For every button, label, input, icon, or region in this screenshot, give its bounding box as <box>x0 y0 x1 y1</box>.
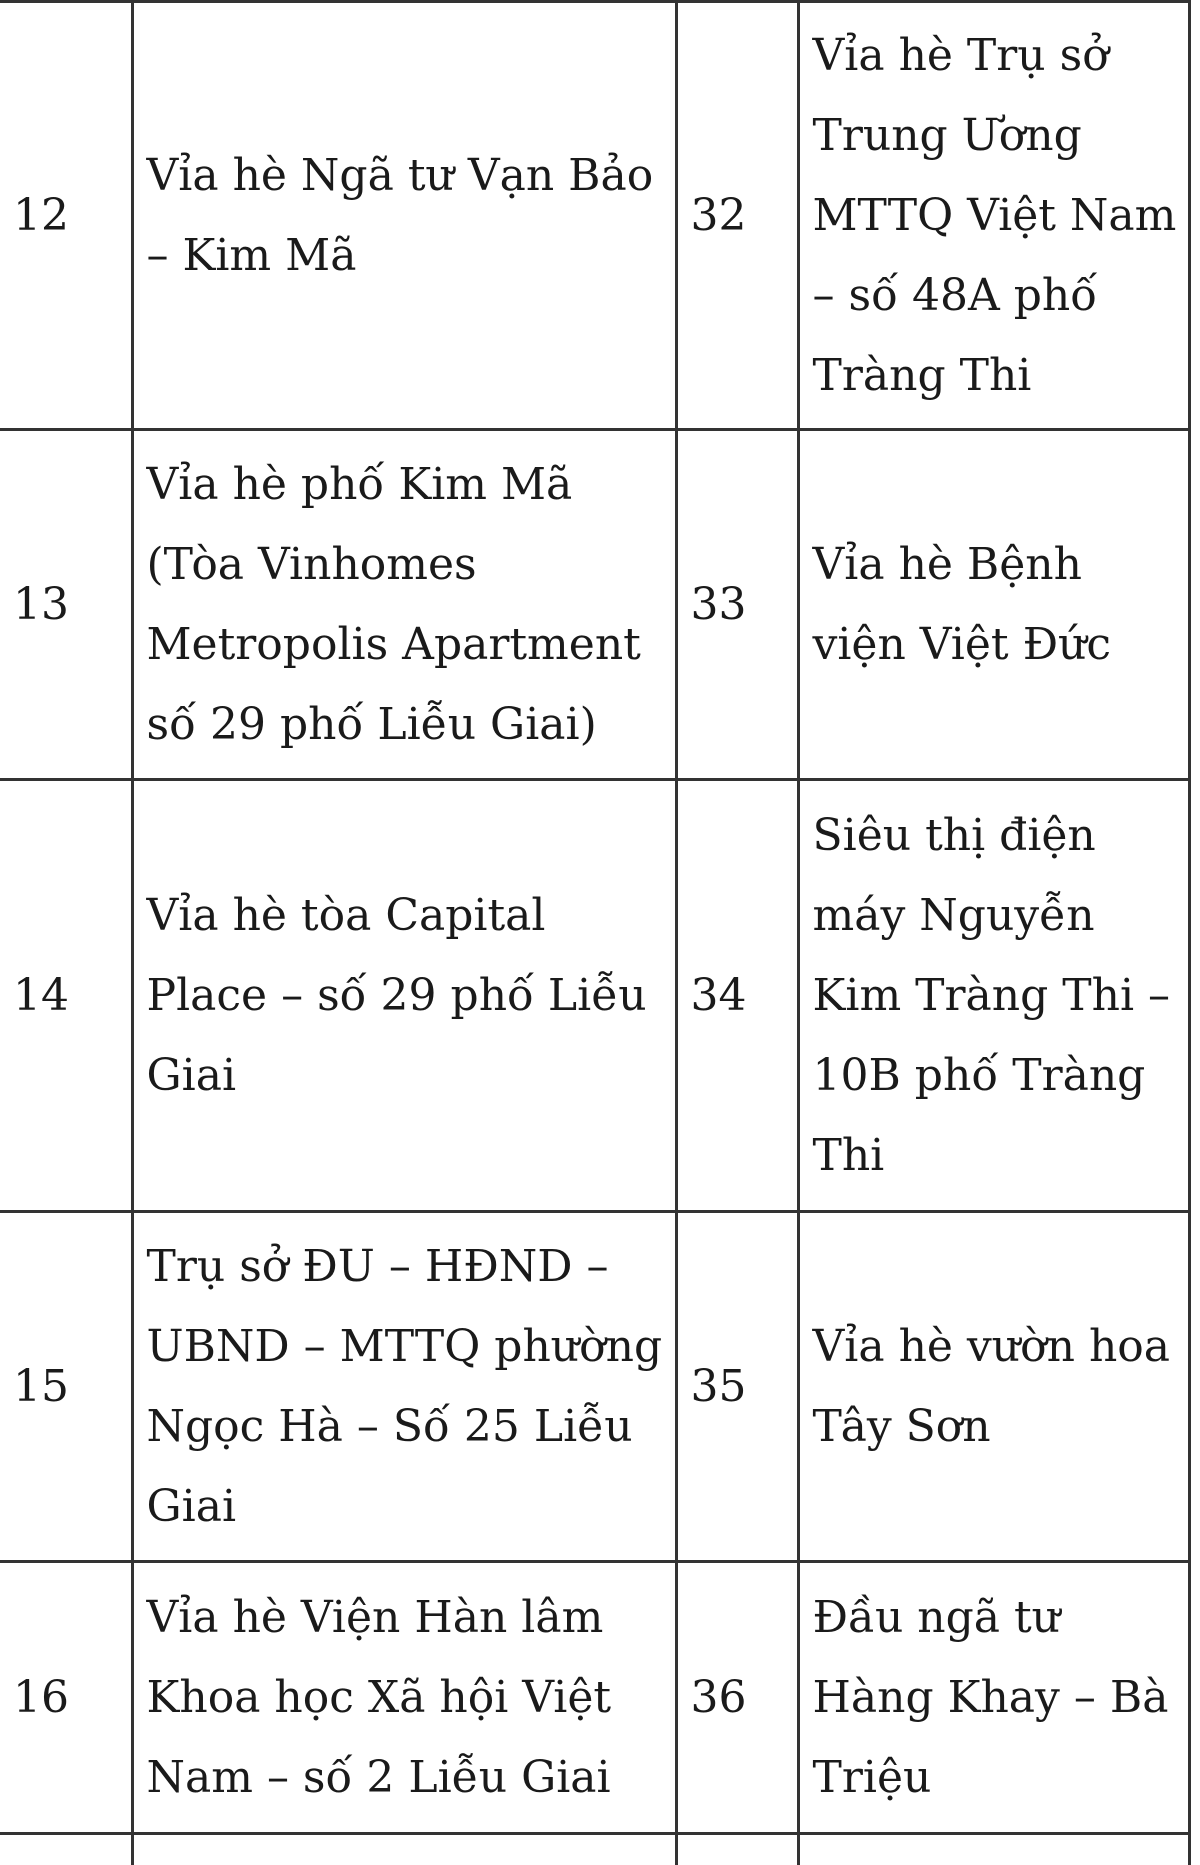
location-left: Vỉa hè tòa Capital Place – số 29 phố Liễu Giai <box>132 780 676 1212</box>
row-number-left: 12 <box>0 2 132 430</box>
row-number-right: 34 <box>676 780 798 1212</box>
location-left: Vỉa hè Viện Hàn lâm Khoa học Xã hội Việt Nam – số 2 Liễu Giai <box>132 1562 676 1834</box>
location-right: Đầu ngã tư Hàng Khay – Bà Triệu <box>798 1562 1189 1834</box>
table-row <box>0 2 1189 430</box>
location-right: Vỉa hè Bệnh viện Việt Đức <box>798 430 1189 780</box>
row-number-right: 33 <box>676 430 798 780</box>
location-left: Trụ sở ĐU – HĐND – UBND – MTTQ phường Ngọc Hà – Số 25 Liễu Giai <box>132 1212 676 1562</box>
table-row <box>0 780 1189 1212</box>
location-left: Vỉa hè phố Kim Mã (Tòa Vinhomes Metropolis Apartment số 29 phố Liễu Giai) <box>132 430 676 780</box>
location-left: Vỉa hè Ngã tư Vạn Bảo – Kim Mã <box>132 2 676 430</box>
row-number-right: 36 <box>676 1562 798 1834</box>
table-row <box>0 430 1189 780</box>
table-row <box>0 1212 1189 1562</box>
row-number-left: 14 <box>0 780 132 1212</box>
location-right: Siêu thị điện máy Nguyễn Kim Tràng Thi – 10B phố Tràng Thi <box>798 780 1189 1212</box>
row-number-left: 16 <box>0 1562 132 1834</box>
row-number-left: 13 <box>0 430 132 780</box>
table-bottom-edge <box>0 1834 1189 1865</box>
location-right: Vỉa hè Trụ sở Trung Ương MTTQ Việt Nam – số 48A phố Tràng Thi <box>798 2 1189 430</box>
table-row <box>0 1562 1189 1834</box>
row-number-right: 32 <box>676 2 798 430</box>
row-number-left: 15 <box>0 1212 132 1562</box>
row-number-right: 35 <box>676 1212 798 1562</box>
location-right: Vỉa hè vườn hoa Tây Sơn <box>798 1212 1189 1562</box>
